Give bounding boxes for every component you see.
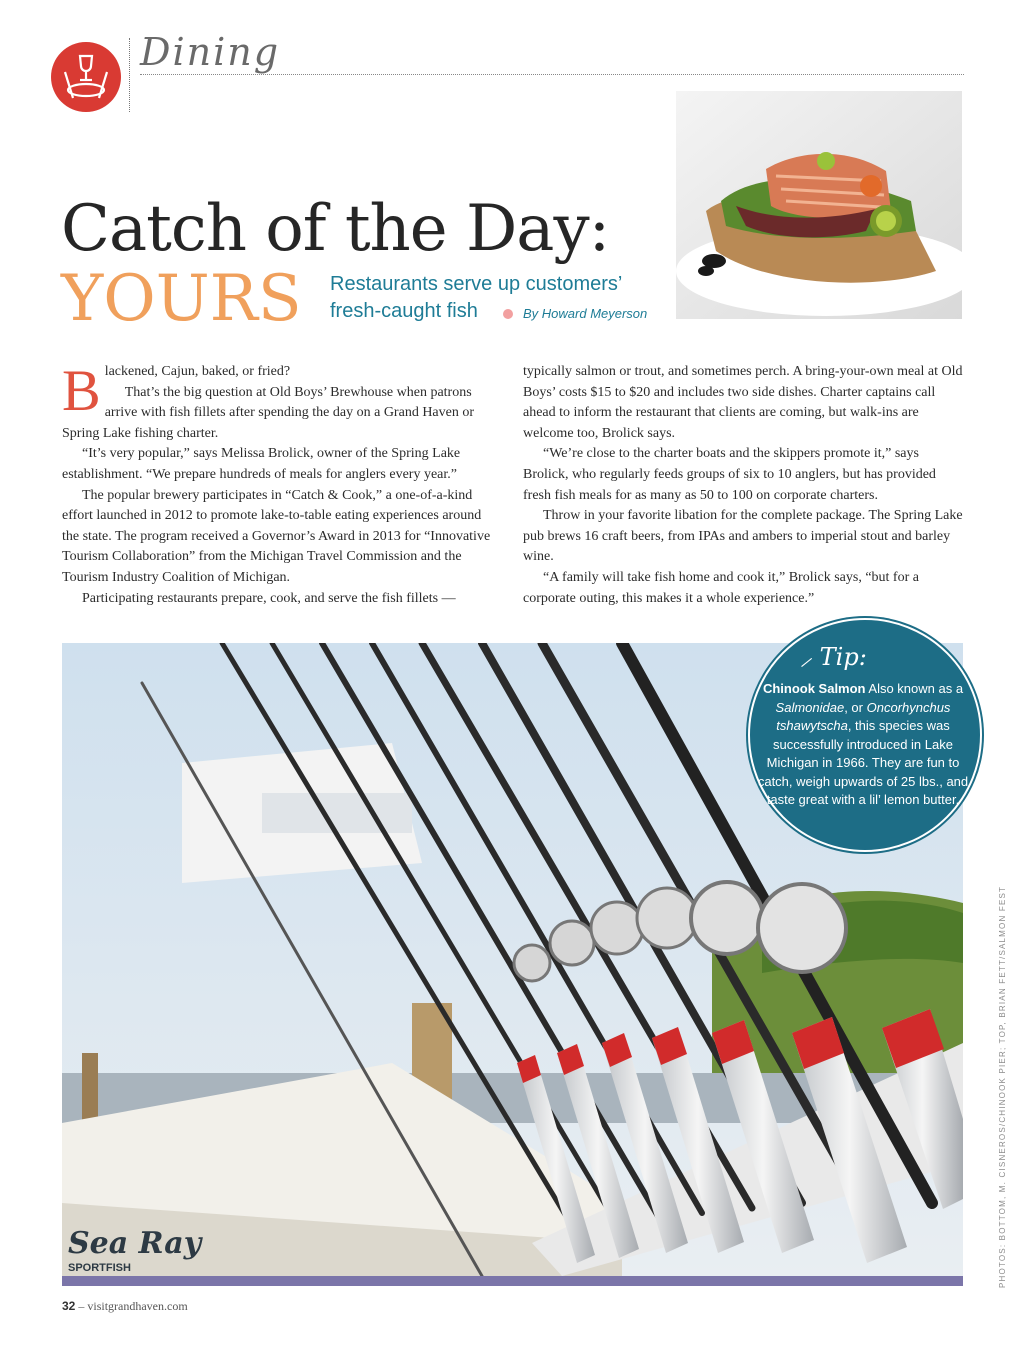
paragraph: typically salmon or trout, and sometimes perch. A bring-your-own meal at Old Boys’ costs $15 to $20 and includes two side dishes. Charter captains call ahead to inform the restaurant that clients are coming, but walk-ins are welcome too, Brolick says.	[523, 364, 963, 441]
paragraph: “A family will take fish home and cook it,” Brolick says, “but for a corporate outing, this makes it a whole experience.”	[523, 569, 919, 606]
dropcap: B	[62, 358, 101, 423]
salmon-dish-photo	[676, 91, 962, 319]
tip-title	[800, 640, 867, 673]
subheadline-line2: fresh-caught fish	[330, 300, 478, 322]
footer-separator: –	[75, 1299, 88, 1313]
tip-text-part: Also known as a	[865, 681, 964, 696]
byline-dot-icon	[503, 309, 513, 319]
section-label: Dining	[140, 30, 281, 74]
tip-text-part: , this species was successfully introduced in Lake Michigan in 1966. They are fun to catch, weigh upwards of 25 lbs., and taste great with a lil’ lemon butter.	[757, 718, 969, 807]
boat-brand-text: Sea Ray	[68, 1226, 202, 1261]
tip-text-part: , or	[844, 699, 867, 715]
footer-website: visitgrandhaven.com	[87, 1299, 188, 1313]
page-number: 32	[62, 1299, 76, 1313]
paragraph: Throw in your favorite libation for the complete package. The Spring Lake pub brews 16 craft beers, from IPAs and ambers to imperial stout and barley wine.	[523, 508, 963, 565]
dining-logo-icon	[51, 42, 121, 112]
article-column-left	[62, 358, 492, 609]
header-vertical-rule	[129, 38, 130, 112]
paragraph: The popular brewery participates in “Catch & Cook,” a one-of-a-kind effort launched in 2012 to promote lake-to-table eating experiences around the state. The program received a Governor’s Award in 2013 for “Innovative Tourism Collaboration” from the Michigan Travel Commission and the Tourism Industry Coalition of Michigan.	[62, 487, 491, 585]
article-column-right	[523, 362, 963, 609]
tip-species-name: Chinook Salmon	[762, 681, 866, 696]
headline-yours: YOURS	[61, 262, 302, 336]
headline: Catch of the Day:	[61, 192, 610, 266]
paragraph: That’s the big question at Old Boys’ Brewhouse when patrons arrive with fish fillets after spending the day on a Grand Haven or Spring Lake fishing charter.	[62, 384, 475, 441]
page-footer	[62, 1299, 188, 1314]
photo-bottom-bar	[62, 1276, 963, 1286]
paragraph: lackened, Cajun, baked, or fried?	[104, 364, 291, 379]
header-dotted-rule	[140, 74, 964, 75]
tip-text	[756, 680, 970, 810]
tip-title-text: Tip:	[819, 643, 867, 671]
subheadline-line1: Restaurants serve up customers’	[330, 273, 623, 295]
tip-italic-part: Oncorhynchus tshawytscha	[776, 699, 951, 733]
paragraph: “We’re close to the charter boats and the skippers promote it,” says Brolick, who regularly feeds groups of six to 10 anglers, but has provided fresh fish meals for as many as 50 to 100 on corporate charters.	[523, 446, 936, 503]
paragraph: Participating restaurants prepare, cook, and serve the fish fillets —	[82, 590, 456, 606]
boat-subtext: SPORTFISH	[68, 1262, 131, 1274]
tip-italic-part: Salmonidae	[775, 699, 845, 715]
photo-credit: PHOTOS: BOTTOM, M. CISNEROS/CHINOOK PIER; TOP, BRIAN FETT/SALMON FEST	[998, 885, 1007, 1288]
paragraph: “It’s very popular,” says Melissa Brolick, owner of the Spring Lake establishment. “We prepare hundreds of meals for anglers every year.”	[62, 446, 461, 482]
byline: By Howard Meyerson	[523, 306, 648, 321]
tip-arrow-icon: ⸝	[800, 643, 820, 671]
